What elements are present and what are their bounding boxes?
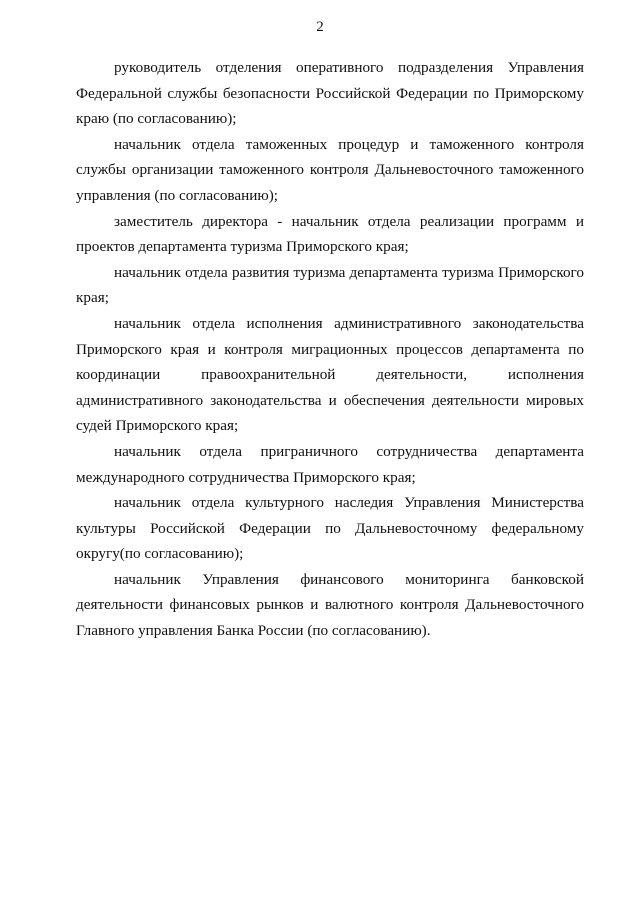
paragraph-financial-monitoring-head: начальник Управления финансового мониторинга банковской деятельности финансовых рынков и валютного контроля Дальневосточного Главного управления Банка России (по согласованию). <box>76 570 584 640</box>
paragraph-border-cooperation-head: начальник отдела приграничного сотрудничества департамента международного сотрудничества Приморского края; <box>76 442 584 486</box>
paragraph-tourism-development-head: начальник отдела развития туризма департамента туризма Приморского края; <box>76 263 584 307</box>
paragraph-tourism-deputy-director: заместитель директора - начальник отдела реализации программ и проектов департамента туризма Приморского края; <box>76 212 584 256</box>
page-number: 2 <box>316 19 324 35</box>
paragraph-administrative-law-head: начальник отдела исполнения административного законодательства Приморского края и контроля миграционных процессов департамента по координации правоохранительной деятельности, исполнения административного законодательства и обеспечения деятельности мировых судей Приморского края; <box>76 314 584 435</box>
paragraph-cultural-heritage-head: начальник отдела культурного наследия Управления Министерства культуры Российской Федерации по Дальневосточному федеральному округу(по согласованию); <box>76 494 584 563</box>
paragraph-fsb-head: руководитель отделения оперативного подразделения Управления Федеральной службы безопасности Российской Федерации по Приморскому краю (по согласованию); <box>76 59 584 128</box>
document-body <box>76 55 584 644</box>
paragraph-customs-head: начальник отдела таможенных процедур и таможенного контроля службы организации таможенного контроля Дальневосточного таможенного управления (по согласованию); <box>76 135 584 204</box>
